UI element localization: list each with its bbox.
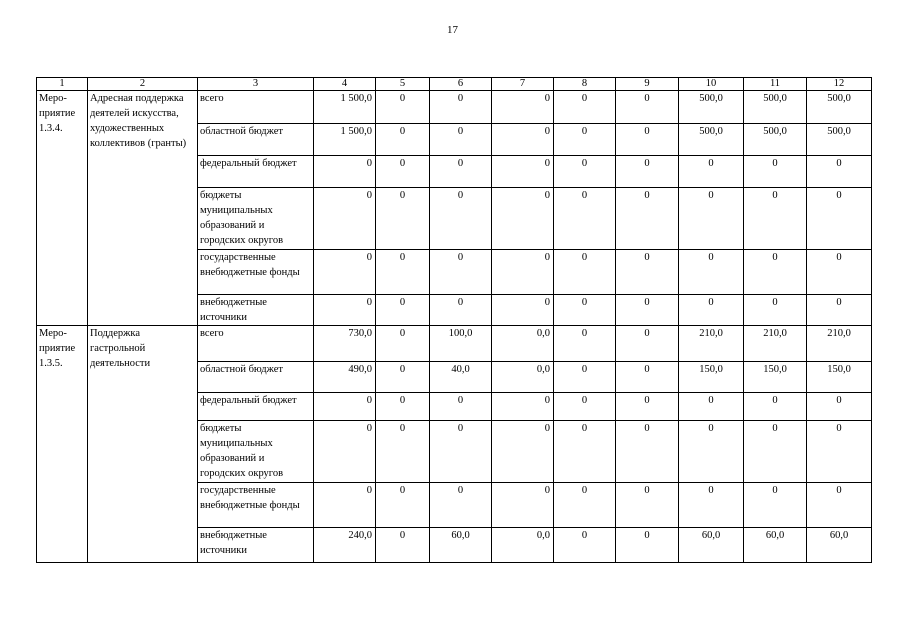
column-header: 10 (679, 78, 744, 91)
value-cell: 0 (376, 483, 430, 528)
value-cell: 0 (554, 295, 616, 326)
value-cell: 1 500,0 (314, 91, 376, 124)
funding-source: областной бюджет (198, 124, 314, 156)
value-cell: 0 (376, 156, 430, 188)
value-cell: 0 (554, 483, 616, 528)
value-cell: 0 (492, 250, 554, 295)
column-header: 9 (616, 78, 679, 91)
activity-code-line: Меро- (39, 93, 67, 104)
funding-source: государственные внебюджетные фонды (198, 250, 314, 295)
funding-source: государственные внебюджетные фонды (198, 483, 314, 528)
value-cell: 0 (616, 91, 679, 124)
value-cell: 0 (430, 188, 492, 250)
value-cell: 100,0 (430, 326, 492, 362)
value-cell: 0 (430, 421, 492, 483)
funding-source: всего (198, 326, 314, 362)
value-cell: 0 (679, 483, 744, 528)
value-cell: 0 (744, 250, 807, 295)
value-cell: 0 (679, 250, 744, 295)
value-cell: 0 (744, 295, 807, 326)
funding-source: внебюджетные источники (198, 528, 314, 563)
column-header: 7 (492, 78, 554, 91)
value-cell: 0 (554, 188, 616, 250)
value-cell: 150,0 (807, 362, 872, 393)
column-header: 12 (807, 78, 872, 91)
value-cell: 60,0 (430, 528, 492, 563)
value-cell: 0 (616, 483, 679, 528)
value-cell: 0 (554, 124, 616, 156)
value-cell: 500,0 (679, 124, 744, 156)
value-cell: 0 (807, 421, 872, 483)
activity-code (37, 326, 88, 563)
value-cell: 0 (616, 421, 679, 483)
value-cell: 0 (314, 483, 376, 528)
budget-table (36, 77, 872, 563)
column-header: 1 (37, 78, 88, 91)
value-cell: 0 (616, 393, 679, 421)
activity-code-line: 1.3.5. (39, 358, 63, 369)
value-cell: 0 (430, 91, 492, 124)
value-cell: 0 (616, 156, 679, 188)
value-cell: 0 (376, 362, 430, 393)
column-header: 2 (88, 78, 198, 91)
funding-source: бюджеты муниципальных образований и городских округов (198, 421, 314, 483)
value-cell: 0 (616, 362, 679, 393)
value-cell: 0 (679, 421, 744, 483)
value-cell: 0 (430, 295, 492, 326)
value-cell: 500,0 (807, 124, 872, 156)
value-cell: 0,0 (492, 528, 554, 563)
activity-code-line: Меро- (39, 328, 67, 339)
value-cell: 0 (430, 124, 492, 156)
value-cell: 0 (679, 188, 744, 250)
value-cell: 0 (314, 250, 376, 295)
column-header: 4 (314, 78, 376, 91)
value-cell: 0 (554, 393, 616, 421)
funding-source: бюджеты муниципальных образований и городских округов (198, 188, 314, 250)
value-cell: 730,0 (314, 326, 376, 362)
value-cell: 0 (492, 156, 554, 188)
value-cell: 0 (430, 250, 492, 295)
value-cell: 0 (616, 250, 679, 295)
column-header: 6 (430, 78, 492, 91)
value-cell: 0 (554, 326, 616, 362)
value-cell: 0 (616, 295, 679, 326)
activity-code-line: 1.3.4. (39, 123, 63, 134)
value-cell: 150,0 (744, 362, 807, 393)
value-cell: 0 (492, 91, 554, 124)
activity-code-line: приятие (39, 108, 76, 119)
value-cell: 60,0 (679, 528, 744, 563)
value-cell: 0 (744, 483, 807, 528)
value-cell: 0 (314, 188, 376, 250)
value-cell: 0 (679, 295, 744, 326)
value-cell: 60,0 (807, 528, 872, 563)
column-header: 3 (198, 78, 314, 91)
funding-source: внебюджетные источники (198, 295, 314, 326)
funding-source: федеральный бюджет (198, 393, 314, 421)
column-header: 5 (376, 78, 430, 91)
value-cell: 0 (376, 250, 430, 295)
value-cell: 0 (492, 124, 554, 156)
value-cell: 0 (744, 188, 807, 250)
value-cell: 0 (376, 326, 430, 362)
value-cell: 0 (807, 393, 872, 421)
value-cell: 1 500,0 (314, 124, 376, 156)
value-cell: 0 (807, 156, 872, 188)
value-cell: 240,0 (314, 528, 376, 563)
value-cell: 0 (744, 421, 807, 483)
value-cell: 0 (430, 393, 492, 421)
column-header: 11 (744, 78, 807, 91)
funding-source: федеральный бюджет (198, 156, 314, 188)
value-cell: 500,0 (744, 124, 807, 156)
value-cell: 0 (744, 156, 807, 188)
page-number: 17 (447, 24, 458, 36)
value-cell: 0 (616, 188, 679, 250)
value-cell: 0,0 (492, 362, 554, 393)
value-cell: 0 (430, 156, 492, 188)
activity-name: Адресная поддержка деятелей искусства, художественных коллективов (гранты) (88, 91, 198, 326)
value-cell: 0 (554, 156, 616, 188)
value-cell: 0 (554, 528, 616, 563)
table-header-row (37, 78, 872, 91)
value-cell: 210,0 (679, 326, 744, 362)
value-cell: 150,0 (679, 362, 744, 393)
funding-source: областной бюджет (198, 362, 314, 393)
value-cell: 40,0 (430, 362, 492, 393)
value-cell: 0 (492, 421, 554, 483)
value-cell: 0 (314, 156, 376, 188)
table-row (37, 91, 872, 124)
value-cell: 0 (554, 250, 616, 295)
value-cell: 0 (492, 483, 554, 528)
value-cell: 0 (376, 91, 430, 124)
activity-code-line: приятие (39, 343, 76, 354)
value-cell: 0,0 (492, 326, 554, 362)
value-cell: 0 (492, 393, 554, 421)
value-cell: 0 (376, 124, 430, 156)
value-cell: 60,0 (744, 528, 807, 563)
value-cell: 0 (807, 250, 872, 295)
value-cell: 0 (376, 188, 430, 250)
value-cell: 500,0 (744, 91, 807, 124)
value-cell: 0 (679, 156, 744, 188)
value-cell: 0 (314, 421, 376, 483)
value-cell: 0 (807, 483, 872, 528)
value-cell: 0 (616, 528, 679, 563)
value-cell: 0 (807, 188, 872, 250)
value-cell: 0 (744, 393, 807, 421)
value-cell: 0 (492, 188, 554, 250)
value-cell: 210,0 (744, 326, 807, 362)
value-cell: 0 (314, 295, 376, 326)
activity-name: Поддержка гастрольной деятельности (88, 326, 198, 563)
value-cell: 0 (679, 393, 744, 421)
value-cell: 0 (376, 393, 430, 421)
value-cell: 210,0 (807, 326, 872, 362)
column-header: 8 (554, 78, 616, 91)
value-cell: 0 (616, 326, 679, 362)
value-cell: 0 (314, 393, 376, 421)
value-cell: 0 (430, 483, 492, 528)
value-cell: 500,0 (679, 91, 744, 124)
value-cell: 0 (807, 295, 872, 326)
value-cell: 490,0 (314, 362, 376, 393)
value-cell: 500,0 (807, 91, 872, 124)
value-cell: 0 (492, 295, 554, 326)
value-cell: 0 (376, 295, 430, 326)
value-cell: 0 (554, 362, 616, 393)
value-cell: 0 (554, 91, 616, 124)
value-cell: 0 (616, 124, 679, 156)
table-row (37, 326, 872, 362)
value-cell: 0 (376, 421, 430, 483)
activity-code (37, 91, 88, 326)
value-cell: 0 (376, 528, 430, 563)
value-cell: 0 (554, 421, 616, 483)
funding-source: всего (198, 91, 314, 124)
